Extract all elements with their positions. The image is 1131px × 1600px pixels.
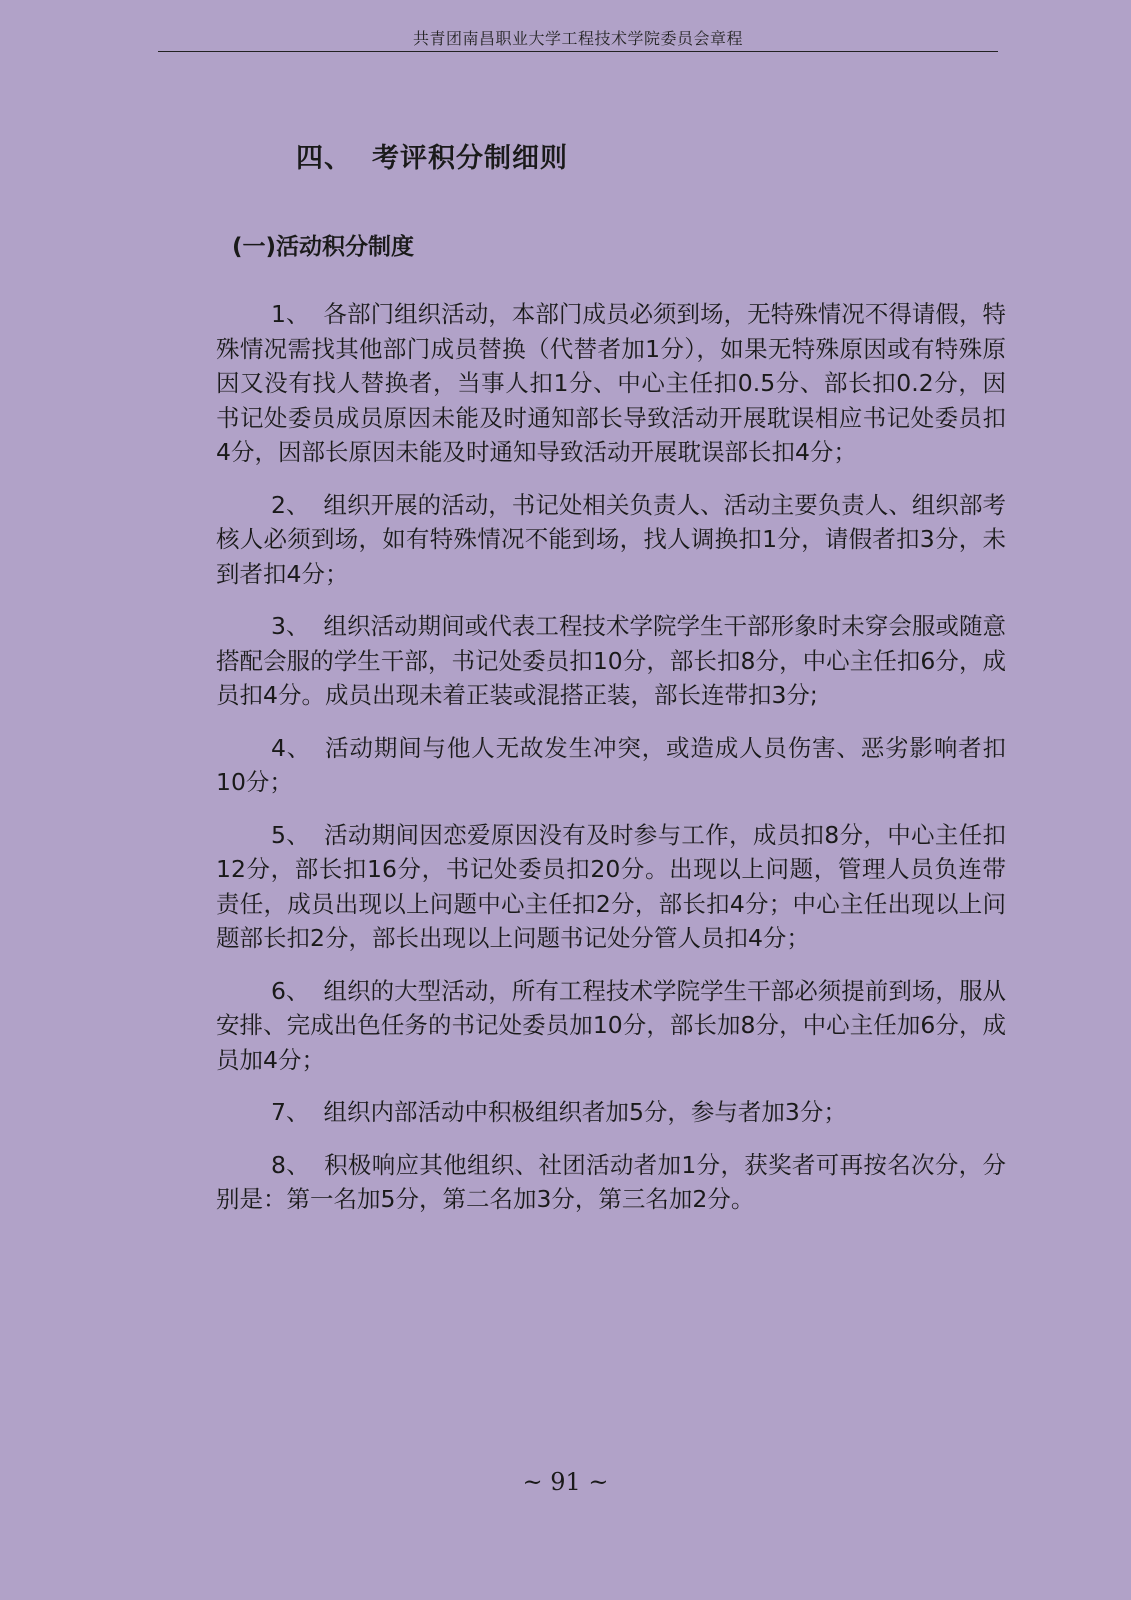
rule-number: 4、 <box>271 733 312 762</box>
rule-paragraph <box>216 488 1006 592</box>
header-divider <box>158 51 998 52</box>
rule-text: 活动期间与他人无故发生冲突，或造成人员伤害、恶劣影响者扣10分； <box>216 733 1007 796</box>
rule-text: 组织开展的活动，书记处相关负责人、活动主要负责人、组织部考核人必须到场，如有特殊情况不能到场，找人调换扣1分，请假者扣3分，未到者扣4分； <box>216 490 1007 588</box>
rule-paragraph <box>216 1095 1006 1130</box>
rule-paragraph <box>216 818 1006 956</box>
rule-paragraph <box>216 297 1006 470</box>
rule-number: 2、 <box>271 490 310 519</box>
rules-list <box>216 297 1006 1235</box>
rule-number: 7、 <box>271 1098 310 1126</box>
rule-text: 组织活动期间或代表工程技术学院学生干部形象时未穿会服或随意搭配会服的学生干部，书记处委员扣10分，部长扣8分，中心主任扣6分，成员扣4分。成员出现未着正装或混搭正装，部长连带扣3分; <box>216 612 1007 709</box>
page-number: ~ 91 ~ <box>522 1468 609 1496</box>
rule-number: 8、 <box>271 1150 311 1179</box>
rule-number: 5、 <box>271 820 311 849</box>
rule-paragraph <box>216 974 1006 1078</box>
subsection-heading: (一)活动积分制度 <box>232 234 415 260</box>
rule-number: 3、 <box>271 612 310 640</box>
section-number: 四、 <box>296 143 352 174</box>
rule-text: 组织内部活动中积极组织者加5分，参与者加3分； <box>323 1098 847 1126</box>
rule-paragraph <box>216 609 1006 713</box>
rule-text: 组织的大型活动，所有工程技术学院学生干部必须提前到场，服从安排、完成出色任务的书记处委员加10分，部长加8分，中心主任加6分，成员加4分； <box>216 976 1007 1074</box>
section-heading <box>296 136 568 175</box>
rule-paragraph <box>216 731 1006 800</box>
rule-text: 活动期间因恋爱原因没有及时参与工作，成员扣8分，中心主任扣12分，部长扣16分，书记处委员扣20分。出现以上问题，管理人员负连带责任，成员出现以上问题中心主任扣2分，部长扣4分；中心主任出现以上问题部长扣2分，部长出现以上问题书记处分管人员扣4分； <box>216 820 1006 952</box>
rule-number: 1、 <box>271 300 310 328</box>
rule-text: 各部门组织活动，本部门成员必须到场，无特殊情况不得请假，特殊情况需找其他部门成员替换（代替者加1分），如果无特殊原因或有特殊原因又没有找人替换者，当事人扣1分、中心主任扣0.5分、部长扣0.2分，因书记处委员成员原因未能及时通知部长导致活动开展耽误相应书记处委员扣4分，因部长原因未能及时通知导致活动开展耽误部长扣4分； <box>216 300 1007 466</box>
running-header: 共青团南昌职业大学工程技术学院委员会章程 <box>412 29 743 48</box>
section-title: 考评积分制细则 <box>372 143 568 174</box>
rule-paragraph <box>216 1148 1006 1217</box>
rule-text: 积极响应其他组织、社团活动者加1分，获奖者可再按名次分，分别是：第一名加5分，第二名加3分，第三名加2分。 <box>216 1150 1006 1213</box>
rule-number: 6、 <box>271 976 310 1005</box>
